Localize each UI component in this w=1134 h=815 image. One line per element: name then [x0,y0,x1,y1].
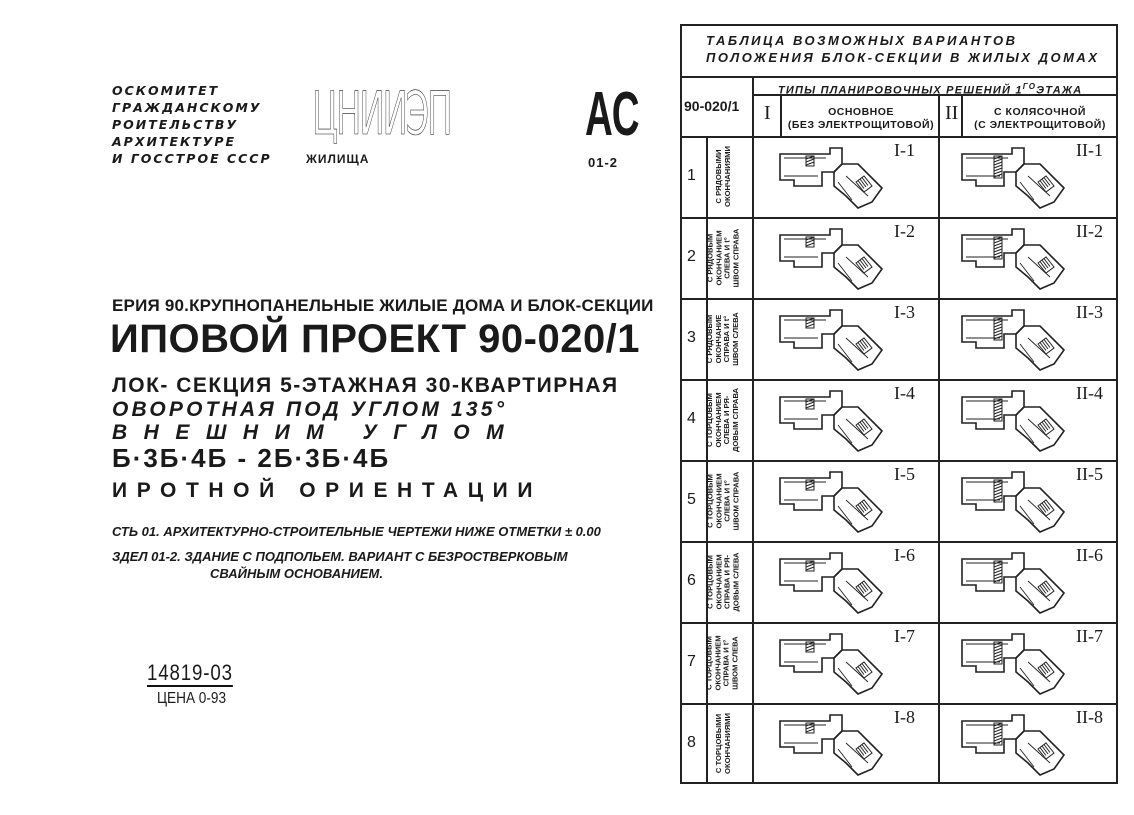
description-line-2: ОВОРОТНАЯ ПОД УГЛОМ 135° [112,398,508,421]
document-subcode: 01-2 [588,155,619,170]
variant-plan [954,385,1074,462]
left-wing-outline [962,229,1024,267]
row-divider [682,136,1116,138]
left-wing-outline [962,553,1024,591]
variant-label: II-2 [1076,221,1103,241]
floor-plan-sketch [954,304,1074,376]
row-divider [682,622,1116,624]
stair-hatch [1038,500,1054,516]
row-type-label [705,217,740,298]
variant-plan [954,628,1074,705]
variant-label: I-4 [894,383,915,403]
stair-hatch [1038,338,1054,354]
column-2-roman: II [945,102,959,124]
left-wing-outline [780,229,842,267]
types-heading-text: ТИПЫ ПЛАНИРОВОЧНЫХ РЕШЕНИЙ 1 [778,84,1023,97]
left-wing-outline [780,553,842,591]
stairwell-hatch [806,156,814,166]
variant-plan [954,223,1074,300]
code-column-divider [752,76,754,784]
row-divider [682,298,1116,300]
variant-plan [954,466,1074,543]
column-2-header-line-1: С КОЛЯСОЧНОЙ [994,106,1086,118]
org-line-2: ГРАЖДАНСКОМУ [112,100,262,115]
org-line-3: РОИТЕЛЬСТВУ [112,117,239,132]
variant-plan [772,223,892,300]
row-number: 4 [687,409,696,427]
stairwell-hatch [806,561,814,571]
left-wing-outline [780,634,842,672]
electrical-room-hatch [994,399,1002,421]
price-label: ЦЕНА 0-93 [157,690,227,707]
floor-plan-sketch [772,304,892,376]
floor-plan-sketch [772,223,892,295]
inventory-number: 14819-03 [147,660,233,685]
row-type-text: С ТОРЦОВЫМ ОКОНЧАНИЕМ СПРАВА И t° ШВОМ СЛЕВА [705,634,740,691]
variant-plan [772,547,892,624]
series-title: ЕРИЯ 90.КРУПНОПАНЕЛЬНЫЕ ЖИЛЫЕ ДОМА И БЛОК-СЕКЦИИ [112,296,654,315]
variant-plan [954,547,1074,624]
header-divider [682,76,1116,78]
left-wing-outline [962,148,1024,186]
description-line-3: ВНЕШНИМ УГЛОМ [112,421,521,444]
column-2-header-line-2: (С ЭЛЕКТРОЩИТОВОЙ) [974,119,1106,131]
stair-hatch [856,176,872,192]
floor-plan-sketch [772,385,892,457]
floor-plan-sketch [772,466,892,538]
variant-label: II-6 [1076,545,1103,565]
stair-hatch [1038,257,1054,273]
variant-plan [772,385,892,462]
row-divider [682,460,1116,462]
variant-plan [772,628,892,705]
types-heading-sup: ГО [1022,82,1037,91]
left-wing-outline [962,472,1024,510]
stair-hatch [856,743,872,759]
row-number: 3 [687,328,696,346]
column-1-header-line-2: (БЕЗ ЭЛЕКТРОЩИТОВОЙ) [787,119,935,131]
variant-label: II-3 [1076,302,1103,322]
stair-hatch [856,419,872,435]
variant-plan [954,142,1074,219]
description-line-1: ЛОК- СЕКЦИЯ 5-ЭТАЖНАЯ 30-КВАРТИРНАЯ [112,374,619,397]
floor-plan-sketch [772,547,892,619]
floor-plan-sketch [954,628,1074,700]
left-wing-outline [780,148,842,186]
variant-plan [954,709,1074,786]
row-type-text: С ТОРЦОВЫМ ОКОНЧАНИЕМ СПРАВА И РЯ- ДОВЫМ СЛЕВА [705,552,740,611]
table-title-line-2: ПОЛОЖЕНИЯ БЛОК-СЕКЦИИ В ЖИЛЫХ ДОМАХ [706,50,1100,65]
stairwell-hatch [806,723,814,733]
floor-plan-sketch [954,466,1074,538]
left-wing-outline [962,310,1024,348]
variant-label: II-4 [1076,383,1103,403]
left-wing-outline [780,472,842,510]
electrical-room-hatch [994,561,1002,583]
row-type-label [705,460,740,541]
roman-2-divider [961,94,963,136]
variant-label: I-2 [894,221,915,241]
row-divider [682,379,1116,381]
row-number: 5 [687,490,696,508]
stair-hatch [1038,419,1054,435]
project-code: 90-020/1 [684,98,740,114]
floor-plan-sketch [954,223,1074,295]
floor-plan-sketch [772,142,892,214]
stair-hatch [856,662,872,678]
part-line-3: СВАЙНЫМ ОСНОВАНИЕМ. [210,566,383,581]
floor-plan-sketch [772,628,892,700]
column-1-roman: I [764,102,771,124]
column-1-header [782,106,940,132]
variant-label: I-3 [894,302,915,322]
floor-plan-sketch [954,385,1074,457]
institute-subtitle: ЖИЛИЩА [306,152,370,166]
left-wing-outline [780,391,842,429]
variant-label: I-5 [894,464,915,484]
left-wing-outline [780,310,842,348]
electrical-room-hatch [994,237,1002,259]
row-number: 7 [687,652,696,670]
stair-hatch [856,338,872,354]
variant-label: II-5 [1076,464,1103,484]
electrical-room-hatch [994,156,1002,178]
org-line-4: АРХИТЕКТУРЕ [112,134,237,149]
row-number: 6 [687,571,696,589]
variant-plan [772,709,892,786]
description-line-5: ИРОТНОЙ ОРИЕНТАЦИИ [112,479,543,502]
variant-label: I-7 [894,626,915,646]
variant-plan [772,142,892,219]
institute-logo: ЦНИИЭП [312,79,451,149]
description-line-4: Б·3Б·4Б - 2Б·3Б·4Б [112,443,391,473]
electrical-room-hatch [994,723,1002,745]
stair-hatch [1038,743,1054,759]
part-line-2: ЗДЕЛ 01-2. ЗДАНИЕ С ПОДПОЛЬЕМ. ВАРИАНТ С БЕЗРОСТВЕРКОВЫМ [112,549,568,564]
stairwell-hatch [806,642,814,652]
row-divider [682,541,1116,543]
row-type-label [705,622,740,703]
stair-hatch [856,257,872,273]
stairwell-hatch [806,399,814,409]
row-type-text: С ТОРЦОВЫМ ОКОНЧАНИЕМ СЛЕВА И РЯ- ДОВЫМ СПРАВА [705,387,740,452]
stair-hatch [1038,176,1054,192]
variant-label: II-7 [1076,626,1103,646]
stair-hatch [1038,581,1054,597]
left-wing-outline [780,715,842,753]
row-number: 1 [687,166,696,184]
variant-plan [954,304,1074,381]
project-title: ИПОВОЙ ПРОЕКТ 90-020/1 [110,317,641,361]
electrical-room-hatch [994,642,1002,664]
variant-label: I-8 [894,707,915,727]
variant-plan [772,304,892,381]
electrical-room-hatch [994,318,1002,340]
row-type-label [705,541,740,622]
row-divider [682,703,1116,705]
stair-hatch [856,500,872,516]
variant-label: II-1 [1076,140,1103,160]
row-type-text: С РЯДОВЫМИ ОКОНЧАНИЯМИ [713,146,731,207]
table-title [706,32,1106,66]
floor-plan-sketch [772,709,892,781]
row-divider [682,217,1116,219]
stairwell-hatch [806,318,814,328]
row-type-label [712,136,734,217]
part-line-1: СТЬ 01. АРХИТЕКТУРНО-СТРОИТЕЛЬНЫЕ ЧЕРТЕЖИ НИЖЕ ОТМЕТКИ ± 0.00 [112,524,601,539]
stair-hatch [1038,662,1054,678]
row-type-text: С РЯДОВЫМ ОКОНЧАНИЕМ СЛЕВА И t° ШВОМ СПРАВА [705,228,740,287]
variants-divider [938,94,940,784]
variant-label: I-6 [894,545,915,565]
stairwell-hatch [806,237,814,247]
org-line-5: И ГОССТРОЕ СССР [112,151,272,166]
row-type-label [712,703,734,784]
row-number: 2 [687,247,696,265]
org-line-1: ОСКОМИТЕТ [112,83,220,98]
left-wing-outline [962,715,1024,753]
electrical-room-hatch [994,480,1002,502]
variant-plan [772,466,892,543]
variants-table [680,24,1118,784]
variant-label: I-1 [894,140,915,160]
stairwell-hatch [806,480,814,490]
left-wing-outline [962,634,1024,672]
row-number: 8 [687,733,696,751]
floor-plan-sketch [954,142,1074,214]
row-type-label [705,379,740,460]
column-2-header [964,106,1116,132]
roman-1-divider [780,94,782,136]
row-type-text: С ТОРЦОВЫМ ОКОНЧАНИЕМ СЛЕВА И t° ШВОМ СПРАВА [705,471,740,530]
floor-plan-sketch [954,709,1074,781]
column-1-header-line-1: ОСНОВНОЕ [828,106,894,118]
row-type-label [705,298,740,379]
row-type-text: С ТОРЦОВЫМИ ОКОНЧАНИЯМИ [713,713,731,774]
left-wing-outline [962,391,1024,429]
document-code: АС [585,80,640,149]
table-title-line-1: ТАБЛИЦА ВОЗМОЖНЫХ ВАРИАНТОВ [706,33,1018,48]
stair-hatch [856,581,872,597]
types-divider [752,94,1116,96]
variant-label: II-8 [1076,707,1103,727]
floor-plan-sketch [954,547,1074,619]
row-type-text: С РЯДОВЫМ ОКОНЧАНИЕ СПРАВА И t° ШВОМ СЛЕВА [705,311,740,366]
types-heading-tail: ЭТАЖА [1036,84,1083,97]
